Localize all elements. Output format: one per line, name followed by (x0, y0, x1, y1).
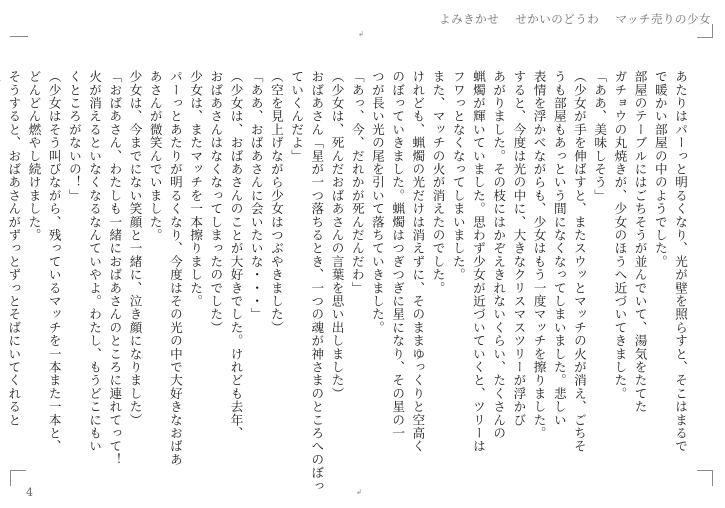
text-line: ていくんだよ」 (289, 70, 305, 163)
text-line: 蝋燭が輝いていました。思わず少女が近づいていくと、ツリーは (470, 70, 486, 453)
text-line: で暖かい部屋の中のようでした。 (652, 70, 668, 268)
text-line: 「ああ、美味しそう」 (592, 70, 608, 202)
text-line: （少女はそう叫びながら、残っているマッチを一本また一本と、 (46, 70, 62, 453)
text-line: おばあさんはなくなってしまったのでした） (208, 70, 224, 334)
text-line: 少女は、今までにない笑顔と一緒に、泣き顔になりました） (127, 70, 143, 427)
text-line: また、マッチの火が消えたのでした。 (430, 70, 446, 295)
crop-mark-top-right-vertical (712, 24, 713, 38)
story-text (6, 70, 690, 493)
paragraph-mark-top: ↲ (358, 30, 364, 38)
text-line: あがりました。その枝にはかぞえきれないくらい、たくさんの (491, 70, 507, 440)
text-line: 「おばあさん、わたしも一緒におばあさんのところに連れてって！ (107, 70, 123, 466)
crop-mark-top-right (697, 37, 713, 38)
text-line: 部屋のテーブルにはごちそうが並んでいて、湯気をたてた (632, 70, 648, 414)
text-line: すると、今度は光の中に、大きなクリスマスツリーが浮かび (511, 70, 527, 427)
text-line: あさんが微笑んでいました。 (147, 70, 163, 242)
header-collection: せかいのどうわ (515, 12, 600, 26)
text-line: つが長い光の尾を引いて落ちていきました。 (369, 70, 385, 334)
text-line: 「あっ、今、だれかが死んだんだわ」 (349, 70, 365, 295)
text-line: おばあさん「星が一つ落ちるとき、一つの魂が神さまのところへのぼっ (309, 70, 325, 493)
text-line: のぼっていきました。蝋燭はつぎつぎに星になり、その星の一 (390, 70, 406, 440)
text-line: パーっとあたりが明るくなり、今度はその光の中で大好きなおばあ (167, 70, 183, 466)
text-line: （少女は、死んだおばあさんの言葉を思い出しました） (329, 70, 345, 400)
running-header (427, 11, 711, 27)
text-line: どんどん燃やし続けました。 (26, 70, 42, 242)
text-line: けれども、蝋燭の光だけは消えずに、そのままゆっくりと空高く (410, 70, 426, 453)
text-line: （少女が手を伸ばすと、またスウッとマッチの火が消え、ごちそ (571, 70, 587, 453)
text-line: （空を見上げながら少女はつぶやきました） (268, 70, 284, 334)
text-line: くところがないの！」 (66, 70, 82, 202)
text-line: ガチョウの丸焼きが、少女のほうへ近づいてきました。 (612, 70, 628, 400)
text-line: うも部屋もあっという間になくなってしまいました。悲しい (551, 70, 567, 427)
text-line: フワっとなくなってしまいました。 (450, 70, 466, 282)
header-title: マッチ売りの少女 (615, 12, 711, 26)
text-line: （少女は、おばあさんのことが大好きでした。けれども去年、 (228, 70, 244, 440)
text-line: 「ああ、おばあさんに会いたいな・・・」 (248, 70, 264, 321)
text-line: 表情を浮かべながらも、少女はもう一度マッチを擦りました。 (531, 70, 547, 440)
page-number: 4 (26, 486, 33, 499)
crop-mark-top-left (10, 36, 28, 37)
header-series: よみきかせ (439, 12, 500, 26)
text-line: あたりはパーっと明るくなり、光が壁を照らすと、そこはまるで (673, 70, 688, 453)
paragraph-mark-bottom: ↲ (356, 488, 362, 496)
crop-mark-bottom-right (697, 470, 713, 471)
text-line: そうすると、おばあさんがずっとずっとそばにいてくれると (6, 70, 22, 427)
crop-mark-bottom-right-vertical (712, 470, 713, 486)
text-line: 火が消えるといなくなるなんていやよ。わたし、もうどこにもい (87, 70, 103, 453)
text-line: 少女は、またマッチを一本擦りました。 (188, 70, 204, 308)
